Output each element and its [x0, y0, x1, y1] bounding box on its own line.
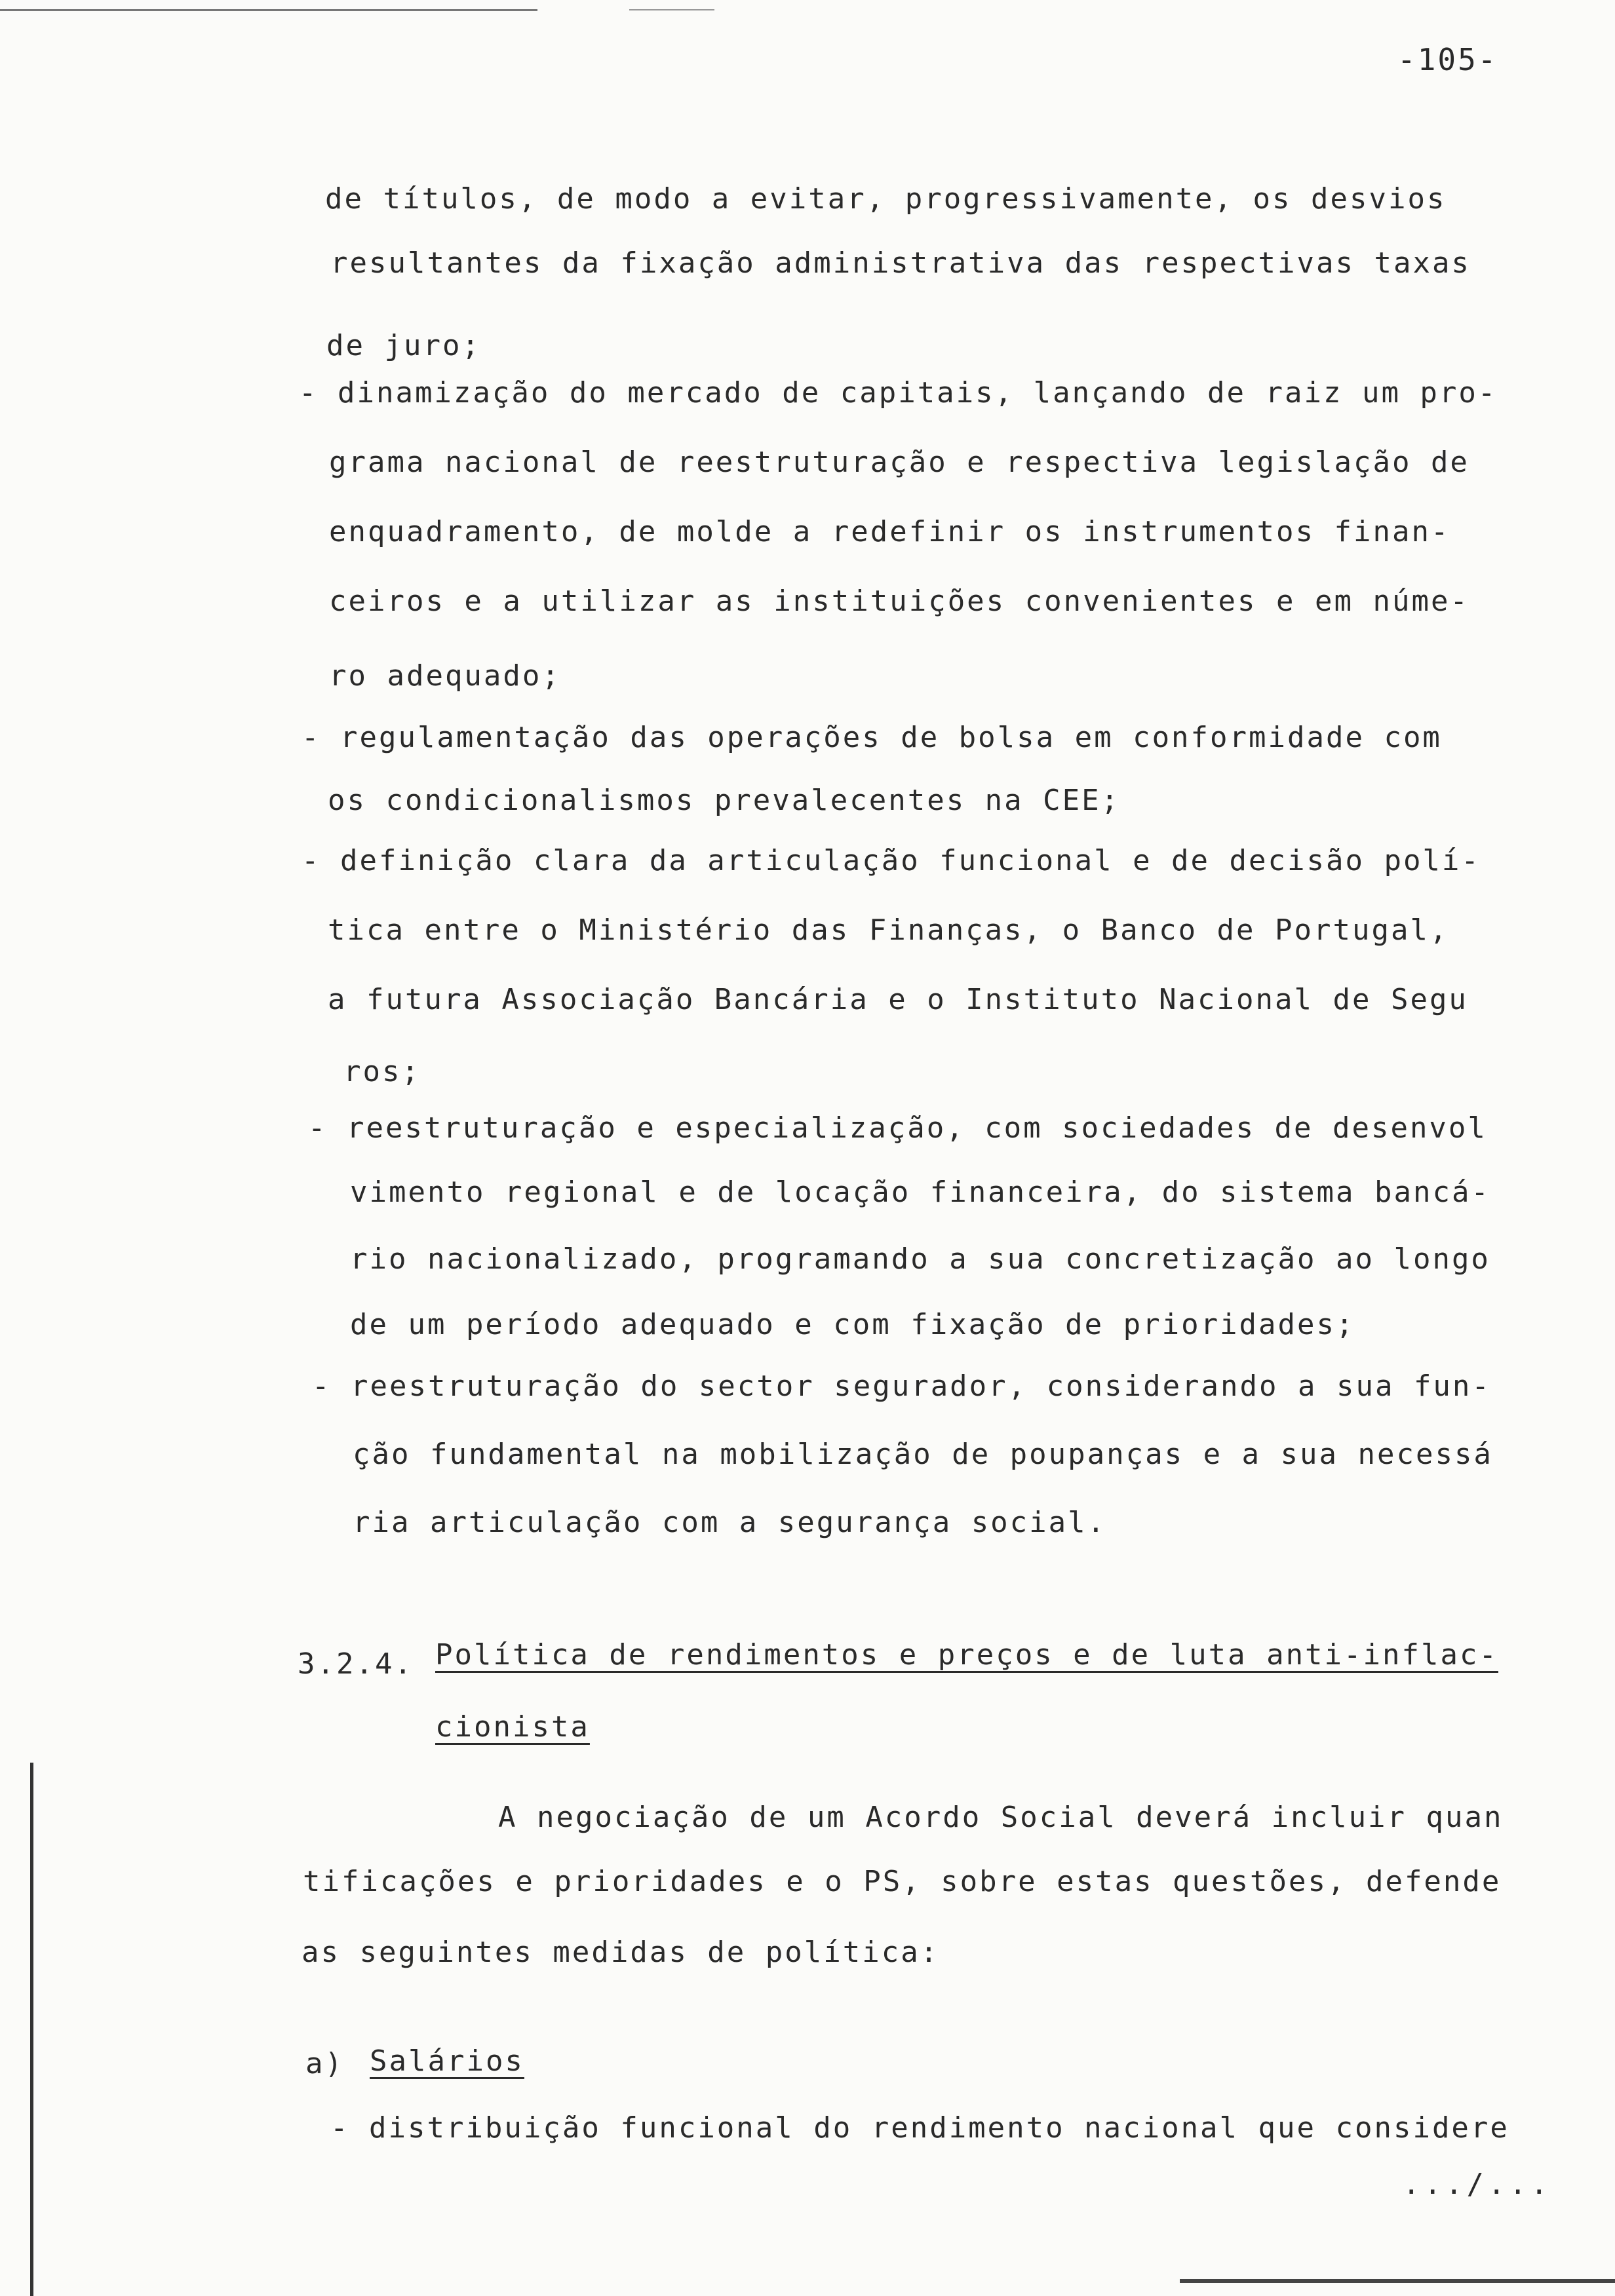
bottom-rule	[1180, 2279, 1615, 2283]
text-line: ção fundamental na mobilização de poupanças e a sua necessá	[353, 1438, 1493, 1471]
text-line: - dinamização do mercado de capitais, lançando de raiz um pro-	[299, 376, 1498, 410]
page-number: -105-	[1397, 42, 1498, 77]
text-line: - definição clara da articulação funcional e de decisão polí-	[302, 844, 1481, 877]
text-line: ria articulação com a segurança social.	[353, 1506, 1107, 1539]
text-line: de um período adequado e com fixação de prioridades;	[350, 1308, 1355, 1341]
left-margin-bar	[30, 1763, 33, 2296]
section-title-continued: cionista	[435, 1710, 590, 1744]
continuation-marker: .../...	[1403, 2168, 1552, 2201]
text-line: - regulamentação das operações de bolsa em conformidade com	[302, 721, 1442, 754]
text-line: enquadramento, de molde a redefinir os instrumentos finan-	[329, 515, 1450, 548]
text-line: a futura Associação Bancária e o Instituto Nacional de Segu	[328, 983, 1468, 1016]
text-line: os condicionalismos prevalecentes na CEE;	[328, 784, 1121, 817]
text-line: de títulos, de modo a evitar, progressivamente, os desvios	[325, 182, 1447, 216]
section-number: 3.2.4.	[298, 1647, 414, 1681]
paragraph-line: A negociação de um Acordo Social deverá incluir quan	[498, 1801, 1504, 1834]
text-line: de juro;	[326, 329, 481, 362]
top-rule-secondary	[629, 9, 714, 10]
text-line: rio nacionalizado, programando a sua concretização ao longo	[350, 1242, 1490, 1276]
text-line: ro adequado;	[329, 659, 561, 693]
text-line: - distribuição funcional do rendimento nacional que considere	[330, 2111, 1509, 2145]
top-rule	[0, 9, 537, 11]
text-line: grama nacional de reestruturação e respectiva legislação de	[329, 446, 1469, 479]
text-line: vimento regional e de locação financeira, do sistema bancá-	[350, 1176, 1490, 1209]
paragraph-line: as seguintes medidas de política:	[302, 1936, 940, 1969]
text-line: - reestruturação e especialização, com sociedades de desenvol	[308, 1111, 1487, 1145]
text-line: tica entre o Ministério das Finanças, o Banco de Portugal,	[328, 913, 1449, 947]
paragraph-line: tificações e prioridades e o PS, sobre estas questões, defende	[303, 1865, 1502, 1898]
text-line: ceiros e a utilizar as instituições convenientes e em núme-	[329, 584, 1469, 618]
subsection-label: a)	[305, 2047, 344, 2080]
section-title: Política de rendimentos e preços e de luta anti-inflac-	[435, 1638, 1498, 1672]
text-line: ros;	[343, 1055, 421, 1088]
text-line: - reestruturação do sector segurador, considerando a sua fun-	[312, 1369, 1491, 1403]
text-line: resultantes da fixação administrativa das respectivas taxas	[330, 246, 1471, 280]
subsection-title: Salários	[370, 2044, 524, 2078]
